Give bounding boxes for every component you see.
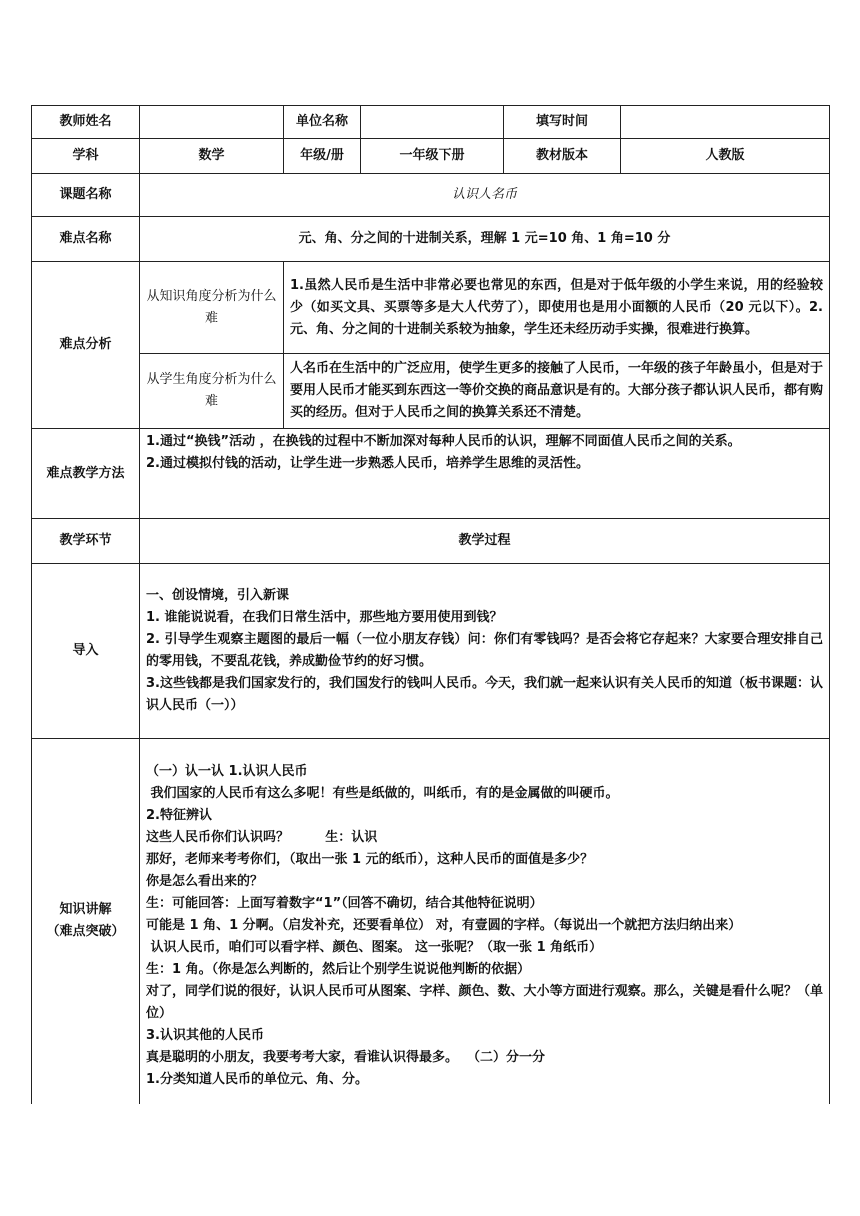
header-row-2	[32, 139, 830, 174]
intro-line: 2. 引导学生观察主题图的最后一幅（一位小朋友存钱）问：你们有零钱吗？是否会将它存起来？大家要合理安排自己的零用钱，不要乱花钱，养成勤俭节约的好习惯。	[146, 632, 823, 669]
lecture-line: 认识人民币，咱们可以看字样、颜色、图案。 这一张呢？（取一张 1 角纸币）	[146, 940, 603, 955]
student-angle-text: 人名币在生活中的广泛应用，使学生更多的接触了人民币，一年级的孩子年龄虽小，但是对于要用人民币才能买到东西这一等价交换的商品意识是有的。大部分孩子都认识人民币，都有购买的经历。但对于人民币之间的换算关系还不清楚。	[284, 354, 830, 429]
topic-row	[32, 174, 830, 217]
analysis-label: 难点分析	[32, 262, 140, 429]
student-angle-label: 从学生角度分析为什么难	[140, 354, 284, 429]
intro-label: 导入	[32, 564, 140, 739]
lecture-line: 2.特征辨认	[146, 808, 212, 823]
lecture-text	[140, 739, 830, 1104]
intro-line: 一、创设情境，引入新课	[146, 588, 290, 603]
method-line: 2.通过模拟付钱的活动，让学生进一步熟悉人民币，培养学生思维的灵活性。	[146, 456, 589, 471]
intro-row	[32, 564, 830, 739]
analysis-row-knowledge	[32, 262, 830, 354]
process-header-row	[32, 519, 830, 564]
lecture-label-line1: 知识讲解	[59, 902, 112, 918]
fill-date-label: 填写时间	[504, 106, 621, 139]
intro-line: 1. 谁能说说看，在我们日常生活中，那些地方要用使用到钱？	[146, 610, 503, 625]
method-label: 难点教学方法	[32, 429, 140, 519]
analysis-row-student	[32, 354, 830, 429]
lecture-line: 1.分类知道人民币的单位元、角、分。	[146, 1072, 368, 1087]
lecture-line: 生：1 角。（你是怎么判断的，然后让个别学生说说他判断的依据）	[146, 962, 531, 977]
unit-name-value	[361, 106, 504, 139]
lecture-line: 那好，老师来考考你们，（取出一张 1 元的纸币），这种人民币的面值是多少？	[146, 852, 594, 867]
difficulty-label: 难点名称	[32, 217, 140, 262]
lecture-line: 3.认识其他的人民币	[146, 1028, 264, 1043]
lecture-line: 生：可能回答：上面写着数字“1”（回答不确切，结合其他特征说明）	[146, 896, 543, 911]
intro-line: 3.这些钱都是我们国家发行的，我们国发行的钱叫人民币。今天，我们就一起来认识有关人民币的知道（板书课题：认识人民币（一））	[146, 676, 823, 713]
knowledge-angle-label: 从知识角度分析为什么难	[140, 262, 284, 354]
method-text	[140, 429, 830, 519]
teacher-name-value	[140, 106, 284, 139]
method-row	[32, 429, 830, 519]
edition-value: 人教版	[621, 139, 830, 174]
lecture-line: 可能是 1 角、1 分啊。（启发补充，还要看单位） 对，有壹圆的字样。（每说出一个就把方法归纳出来）	[146, 918, 742, 933]
lecture-line: 真是聪明的小朋友，我要考考大家，看谁认识得最多。 （二）分一分	[146, 1050, 546, 1065]
process-label: 教学过程	[140, 519, 830, 564]
header-row-1	[32, 106, 830, 139]
knowledge-angle-text: 1.虽然人民币是生活中非常必要也常见的东西，但是对于低年级的小学生来说，用的经验较少（如买文具、买票等多是大人代劳了），即使用也是用小面额的人民币（20 元以下）。2.元、角、分之间的十进制关系较为抽象，学生还未经历动手实操，很难进行换算。	[284, 262, 830, 354]
edition-label: 教材版本	[504, 139, 621, 174]
lecture-label	[32, 739, 140, 1104]
subject-value: 数学	[140, 139, 284, 174]
lecture-line: 你是怎么看出来的？	[146, 874, 264, 889]
difficulty-row	[32, 217, 830, 262]
unit-name-label: 单位名称	[284, 106, 361, 139]
intro-text	[140, 564, 830, 739]
lecture-line: 对了，同学们说的很好，认识人民币可从图案、字样、颜色、数、大小等方面进行观察。那么，关键是看什么呢？（单位）	[146, 984, 823, 1021]
lecture-row	[32, 739, 830, 1104]
method-line: 1.通过“换钱”活动 ，在换钱的过程中不断加深对每种人民币的认识，理解不同面值人民币之间的关系。	[146, 434, 741, 449]
lecture-label-line2: （难点突破）	[46, 924, 125, 940]
topic-label: 课题名称	[32, 174, 140, 217]
teacher-name-label: 教师姓名	[32, 106, 140, 139]
grade-value: 一年级下册	[361, 139, 504, 174]
lecture-line: （一）认一认 1.认识人民币	[146, 764, 308, 779]
difficulty-value: 元、角、分之间的十进制关系，理解 1 元=10 角、1 角=10 分	[140, 217, 830, 262]
grade-label: 年级/册	[284, 139, 361, 174]
process-stage-label: 教学环节	[32, 519, 140, 564]
topic-value: 认识人名币	[140, 174, 830, 217]
fill-date-value	[621, 106, 830, 139]
lesson-plan-table	[31, 105, 830, 1104]
subject-label: 学科	[32, 139, 140, 174]
lecture-line: 我们国家的人民币有这么多呢！有些是纸做的，叫纸币，有的是金属做的叫硬币。	[146, 786, 619, 801]
lecture-line: 这些人民币你们认识吗？ 生：认识	[146, 830, 378, 845]
